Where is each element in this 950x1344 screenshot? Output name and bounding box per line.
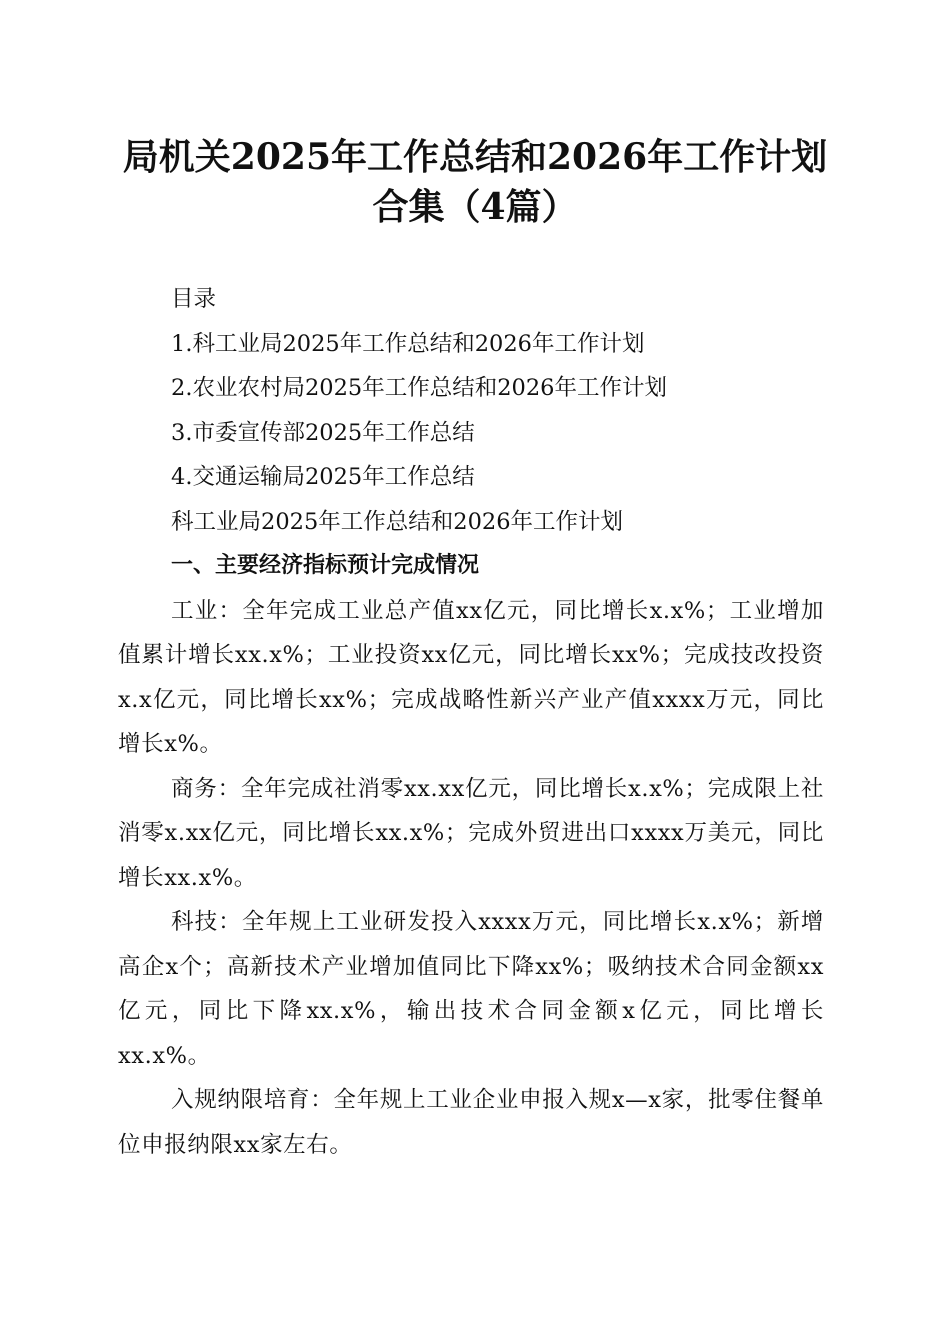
paragraph-commerce: 商务：全年完成社消零xx.xx亿元，同比增长x.x%；完成限上社消零x.xx亿元，同比增长xx.x%；完成外贸进出口xxxx万美元，同比增长xx.x%。 — [118, 775, 824, 891]
toc-item-3: 3.市委宣传部2025年工作总结 — [171, 419, 475, 446]
toc-item-4: 4.交通运输局2025年工作总结 — [171, 464, 475, 490]
document-body — [118, 277, 824, 1167]
toc-label: 目录 — [171, 286, 217, 312]
paragraph-enterprise-cultivation: 入规纳限培育：全年规上工业企业申报入规x—x家，批零住餐单位申报纳限xx家左右。 — [118, 1087, 824, 1158]
toc-item-1: 1.科工业局2025年工作总结和2026年工作计划 — [171, 330, 645, 357]
paragraph-technology: 科技：全年规上工业研发投入xxxx万元，同比增长x.x%；新增高企x个；高新技术产业增加值同比下降xx%；吸纳技术合同金额xx亿元，同比下降xx.x%，输出技术合同金额x亿元，同比增长xx.x%。 — [118, 909, 824, 1069]
toc-item-2: 2.农业农村局2025年工作总结和2026年工作计划 — [171, 375, 667, 401]
paragraph-industry: 工业：全年完成工业总产值xx亿元，同比增长x.x%；工业增加值累计增长xx.x%；工业投资xx亿元，同比增长xx%；完成技改投资x.x亿元，同比增长xx%；完成战略性新兴产业产值xxxx万元，同比增长x%。 — [118, 597, 824, 757]
heading-economic-indicators: 一、主要经济指标预计完成情况 — [171, 553, 480, 578]
section-title: 科工业局2025年工作总结和2026年工作计划 — [171, 508, 624, 535]
document-title: 局机关2025年工作总结和2026年工作计划合集（4篇） — [122, 136, 828, 228]
